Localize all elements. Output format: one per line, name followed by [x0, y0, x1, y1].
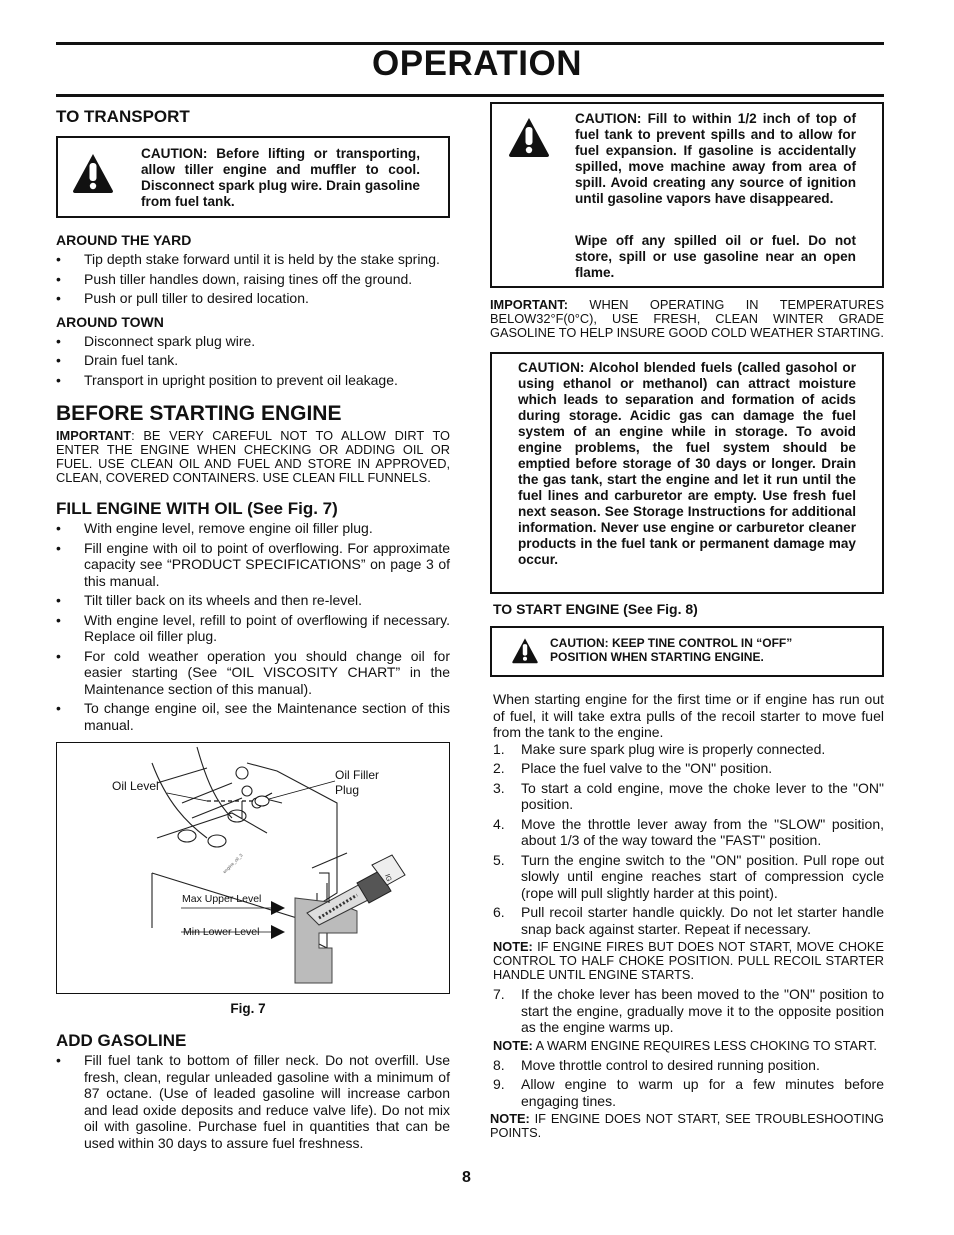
fuel-caution-text-2: Wipe off any spilled oil or fuel. Do not store, spill or use gasoline near an open flame. — [575, 233, 856, 280]
list-item: • Drain fuel tank. — [56, 352, 179, 368]
fig-label-min: Min Lower Level — [183, 926, 260, 938]
title-underline — [56, 94, 884, 97]
fill-oil-list — [56, 520, 450, 733]
list-item: • Fill engine with oil to point of overflowing. For approximate capacity see “PRODUCT SPECIFICATIONS” on page 3 of this manual. — [56, 539, 450, 589]
list-item: • Push or pull tiller to desired location. — [56, 290, 309, 306]
add-gasoline-list — [56, 1052, 450, 1151]
list-item: 7. If the choke lever has been moved to the "ON" position to start the engine, gradually move it to the opposite position as the engine warms up. — [493, 986, 884, 1035]
tine-caution-box — [490, 626, 884, 677]
alcohol-caution-box — [490, 352, 884, 594]
fig-label-max: Max Upper Level — [182, 893, 262, 905]
fuel-caution-box — [490, 102, 884, 288]
list-item: • With engine level, refill to point of overflowing if necessary. Replace oil filler plug. — [56, 611, 450, 644]
list-item: 5. Turn the engine switch to the "ON" position. Pull rope out slowly until engine reaches start of compression cycle (rope will pull slightly harder at this point). — [493, 851, 884, 901]
fig-7-caption: Fig. 7 — [230, 1001, 266, 1016]
list-item: 8. Move throttle control to desired running position. — [493, 1056, 820, 1073]
note-troubleshooting: NOTE: IF ENGINE DOES NOT START, SEE TROUBLESHOOTING POINTS. — [490, 1111, 884, 1140]
list-item: • Tilt tiller back on its wheels and then re-level. — [56, 592, 363, 608]
cold-weather-important: IMPORTANT: WHEN OPERATING IN TEMPERATURES BELOW32°F(0°C), USE FRESH, CLEAN WINTER GRADE GASOLINE TO HELP INSURE GOOD COLD WEATHER STARTING. — [490, 297, 884, 340]
before-starting-heading: BEFORE STARTING ENGINE — [56, 402, 342, 425]
note-half-choke: NOTE: IF ENGINE FIRES BUT DOES NOT START, MOVE CHOKE CONTROL TO HALF CHOKE POSITION. PULL RECOIL STARTER HANDLE UNTIL ENGINE STARTS. — [493, 939, 884, 982]
around-yard-list — [56, 251, 450, 307]
warning-icon — [507, 116, 551, 158]
list-item: • For cold weather operation you should change oil for easier starting (See “OIL VISCOSITY CHART” in the Maintenance section of this manual). — [56, 647, 450, 697]
list-item: 4. Move the throttle lever away from the "SLOW" position, about 1/3 of the way toward the "FAST" position. — [493, 815, 884, 848]
fig-code: engine_oil_3 — [221, 852, 244, 875]
page-title: OPERATION — [372, 44, 582, 83]
list-item: • Transport in upright position to prevent oil leakage. — [56, 371, 398, 388]
list-item: • Fill fuel tank to bottom of filler neck. Do not overfill. Use fresh, clean, regular unleaded gasoline with a minimum of 87 octane. (Use of leaded gasoline will increase carbon and lead oxide deposits and reduce valve life). Do not mix oil with gasoline. Purchase fuel in quantities that can be used within 30 days to assure fuel freshness. — [56, 1052, 450, 1151]
page-number: 8 — [462, 1169, 471, 1186]
list-item: 1. Make sure spark plug wire is properly connected. — [493, 740, 826, 757]
start-steps-1-6 — [490, 741, 884, 938]
fig-label-oil-level: Oil Level — [112, 779, 159, 793]
list-item: • Push tiller handles down, raising tines off the ground. — [56, 270, 413, 287]
list-item: 9. Allow engine to warm up for a few minutes before engaging tines. — [493, 1076, 884, 1109]
list-item: 2. Place the fuel valve to the "ON" position. — [493, 760, 773, 776]
around-town-heading: AROUND TOWN — [56, 313, 164, 330]
fuel-caution-text: CAUTION: Fill to within 1/2 inch of top of fuel tank to prevent spills and to allow for fuel expansion. If gasoline is accidentally spilled, move machine away from area of spill. Avoid creating any source of ignition until gasoline vapors have disappeared. — [575, 111, 856, 206]
start-intro: When starting engine for the first time or if engine has run out of fuel, it will take extra pulls of the recoil starter to move fuel from the tank to the engine. — [493, 691, 884, 740]
start-steps-8-9 — [490, 1057, 884, 1110]
list-item: • Disconnect spark plug wire. — [56, 332, 256, 349]
alcohol-caution-text: CAUTION: Alcohol blended fuels (called gasohol or using ethanol or methanol) can attract moisture which leads to separation and formation of acids during storage. Acidic gas can damage the fuel system of an engine while in storage. To avoid engine problems, the fuel system should be emptied before storage of 30 days or longer. Drain the gas tank, start the engine and let it run until the fuel lines and carburetor are empty. Use fresh fuel next season. See Storage Instructions for additional information. Never use engine or carburetor cleaner products in the fuel tank or permanent damage may occur. — [518, 360, 856, 567]
fig-label-plug: Plug — [335, 783, 360, 797]
around-town-list — [56, 333, 450, 389]
start-engine-heading: TO START ENGINE (See Fig. 8) — [493, 601, 698, 617]
list-item: • To change engine oil, see the Maintenance section of this manual. — [56, 700, 450, 733]
fig-label-oil-filler: Oil Filler — [335, 768, 379, 782]
fill-oil-heading: FILL ENGINE WITH OIL (See Fig. 7) — [56, 499, 338, 518]
figure-7 — [56, 742, 450, 994]
before-starting-important: IMPORTANT: BE VERY CAREFUL NOT TO ALLOW DIRT TO ENTER THE ENGINE WHEN CHECKING OR ADDING OIL OR FUEL. USE CLEAN OIL AND FUEL AND STORE IN APPROVED, CLEAN, COVERED CONTAINERS. USE CLEAN FILL FUNNELS. — [56, 428, 450, 485]
list-item: • With engine level, remove engine oil filler plug. — [56, 520, 373, 536]
left-column — [56, 106, 450, 1154]
transport-caution-box — [56, 136, 450, 218]
note-warm-engine: NOTE: A WARM ENGINE REQUIRES LESS CHOKING TO START. — [493, 1037, 877, 1053]
transport-heading: TO TRANSPORT — [56, 107, 190, 126]
list-item: 6. Pull recoil starter handle quickly. Do not let starter handle snap back against starter. Repeat if necessary. — [493, 904, 884, 937]
tine-caution-text: CAUTION: KEEP TINE CONTROL IN “OFF” POSITION WHEN STARTING ENGINE. — [550, 636, 793, 664]
list-item: • Tip depth stake forward until it is held by the stake spring. — [56, 251, 440, 267]
warning-icon — [511, 637, 539, 664]
start-step-7 — [490, 986, 884, 1036]
list-item: 3. To start a cold engine, move the choke lever to the "ON" position. — [493, 779, 884, 812]
around-yard-heading: AROUND THE YARD — [56, 232, 192, 248]
add-gasoline-heading: ADD GASOLINE — [56, 1031, 187, 1050]
svg-text:IG: IG — [383, 873, 393, 883]
warning-icon — [71, 152, 115, 194]
right-column — [490, 102, 884, 1140]
transport-caution-text: CAUTION: Before lifting or transporting, allow tiller engine and muffler to cool. Disconnect spark plug wire. Drain gasoline from fuel tank. — [141, 146, 420, 209]
